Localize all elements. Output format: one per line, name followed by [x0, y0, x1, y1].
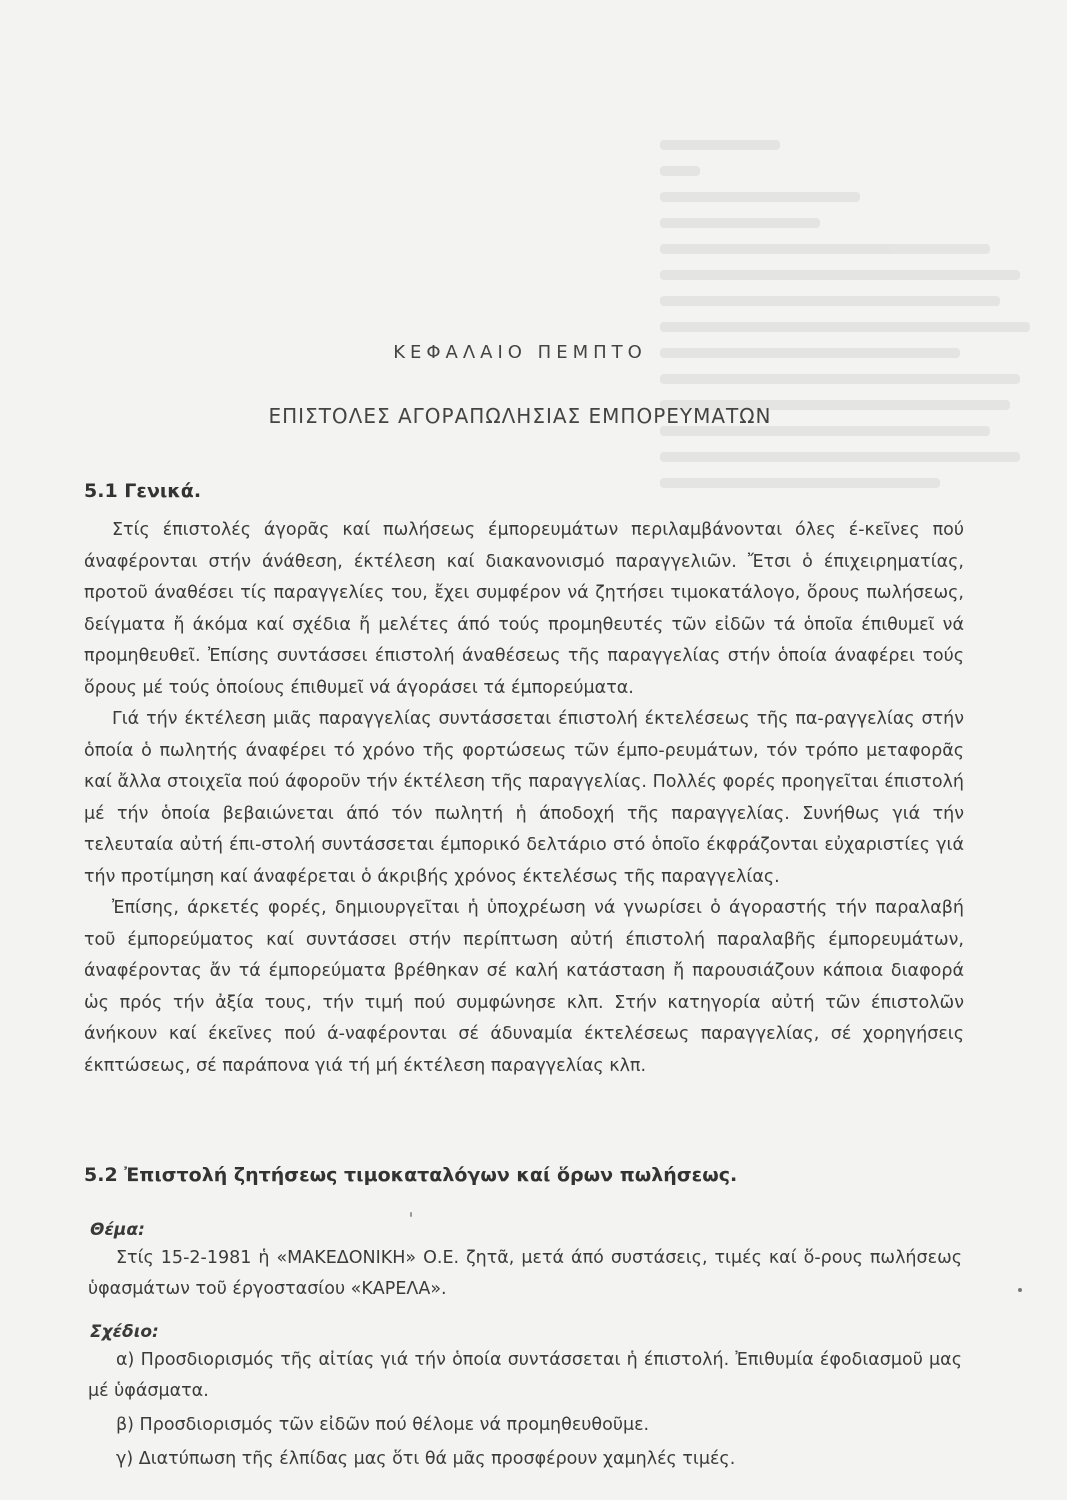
section-heading-5-2: 5.2 Ἐπιστολή ζητήσεως τιμοκαταλόγων καί ὅρων πωλήσεως.: [84, 1164, 738, 1186]
theme-paragraph: Στίς 15-2-1981 ἡ «ΜΑΚΕΔΟΝΙΚΗ» Ο.Ε. ζητᾶ, μετά άπό συστάσεις, τιμές καί ὅ-ρους πωλήσεως ὑφασμάτων τοῦ έργοστασίου «ΚΑΡΕΛΑ».: [88, 1248, 962, 1299]
plan-label: Σχέδιο:: [90, 1322, 159, 1342]
plan-item: β) Προσδιορισμός τῶν εἰδῶν πού θέλομε νά προμηθευθοῦμε.: [116, 1415, 650, 1435]
chapter-label: ΚΕΦΑΛΑΙΟ ΠΕΜΠΤΟ: [393, 342, 647, 363]
paper-speck: [410, 1212, 412, 1217]
paragraph: Γιά τήν έκτέλεση μιᾶς παραγγελίας συντάσσεται έπιστολή έκτελέσεως τῆς πα-ραγγελίας στήν ὁποία ὁ πωλητής άναφέρει τό χρόνο τῆς φορτώσεως τῶν έμπο-ρευμάτων, τόν τρόπο μεταφορᾶς καί ἄλλα στοιχεῖα πού άφοροῦν τήν έκτέλεση τῆς παραγγελίας. Πολλές φορές προηγεῖται έπιστολή μέ τήν ὁποία βεβαιώνεται άπό τόν πωλητή ἡ άποδοχή τῆς παραγγελίας. Συνήθως γιά τήν τελευταία αὐτή έπι-στολή συντάσσεται έμπορικό δελτάριο στό ὁποῖο έκφράζονται εὐχαριστίες γιά τήν προτίμηση καί άναφέρεται ὁ άκριβής χρόνος έκτελέσως τῆς παραγγελίας.: [84, 709, 964, 887]
paper-speck: [1018, 1288, 1022, 1292]
paragraph: Ἐπίσης, άρκετές φορές, δημιουργεῖται ἡ ὑποχρέωση νά γνωρίσει ὁ άγοραστής τήν παραλαβή τοῦ έμπορεύματος καί συντάσσει στήν περίπτωση αὐτή έπιστολή παραλαβῆς έμπορευμάτων, άναφέροντας ἄν τά έμπορεύματα βρέθηκαν σέ καλή κατάσταση ἤ παρουσιάζουν κάποια διαφορά ὡς πρός τήν ἀξία τους, τήν τιμή πού συμφώνησε κλπ. Στήν κατηγορία αὐτή τῶν έπιστολῶν άνήκουν καί έκεῖνες πού ά-ναφέρονται σέ άδυναμία έκτελέσεως παραγγελίας, σέ χορηγήσεις έκπτώσεως, σέ παράπονα γιά τή μή έκτέλεση παραγγελίας κλπ.: [84, 898, 964, 1076]
plan-list: [88, 1345, 962, 1478]
section-heading-5-1: 5.1 Γενικά.: [84, 480, 202, 502]
plan-item: γ) Διατύπωση τῆς έλπίδας μας ὅτι θά μᾶς προσφέρουν χαμηλές τιμές.: [116, 1449, 736, 1469]
theme-label: Θέμα:: [90, 1220, 145, 1240]
paragraph: Στίς έπιστολές άγορᾶς καί πωλήσεως έμπορευμάτων περιλαμβάνονται όλες έ-κεῖνες πού άναφέρονται στήν άνάθεση, έκτέλεση καί διακανονισμό παραγγελιῶν. Ἔτσι ὁ έπιχειρηματίας, προτοῦ άναθέσει τίς παραγγελίες του, ἔχει συμφέρον νά ζητήσει τιμοκατάλογο, ὅρους πωλήσεως, δείγματα ἤ άκόμα καί σχέδια ἤ μελέτες άπό τούς προμηθευτές τῶν εἰδῶν τά ὁποῖα έπιθυμεῖ νά προμηθευθεῖ. Ἐπίσης συντάσσει έπιστολή άναθέσεως τῆς παραγγελίας στήν ὁποία άναφέρει τούς ὅρους μέ τούς ὁποίους έπιθυμεῖ νά άγοράσει τά έμπορεύματα.: [84, 520, 964, 698]
plan-item: α) Προσδιορισμός τῆς αἰτίας γιά τήν ὁποία συντάσσεται ἡ έπιστολή. Ἐπιθυμία έφοδιασμοῦ μας μέ ὑφάσματα.: [88, 1350, 962, 1401]
theme-text: [88, 1243, 962, 1305]
section-5-1-body: [84, 515, 964, 1082]
chapter-title: ΕΠΙΣΤΟΛΕΣ ΑΓΟΡΑΠΩΛΗΣΙΑΣ ΕΜΠΟΡΕΥΜΑΤΩΝ: [268, 404, 772, 428]
